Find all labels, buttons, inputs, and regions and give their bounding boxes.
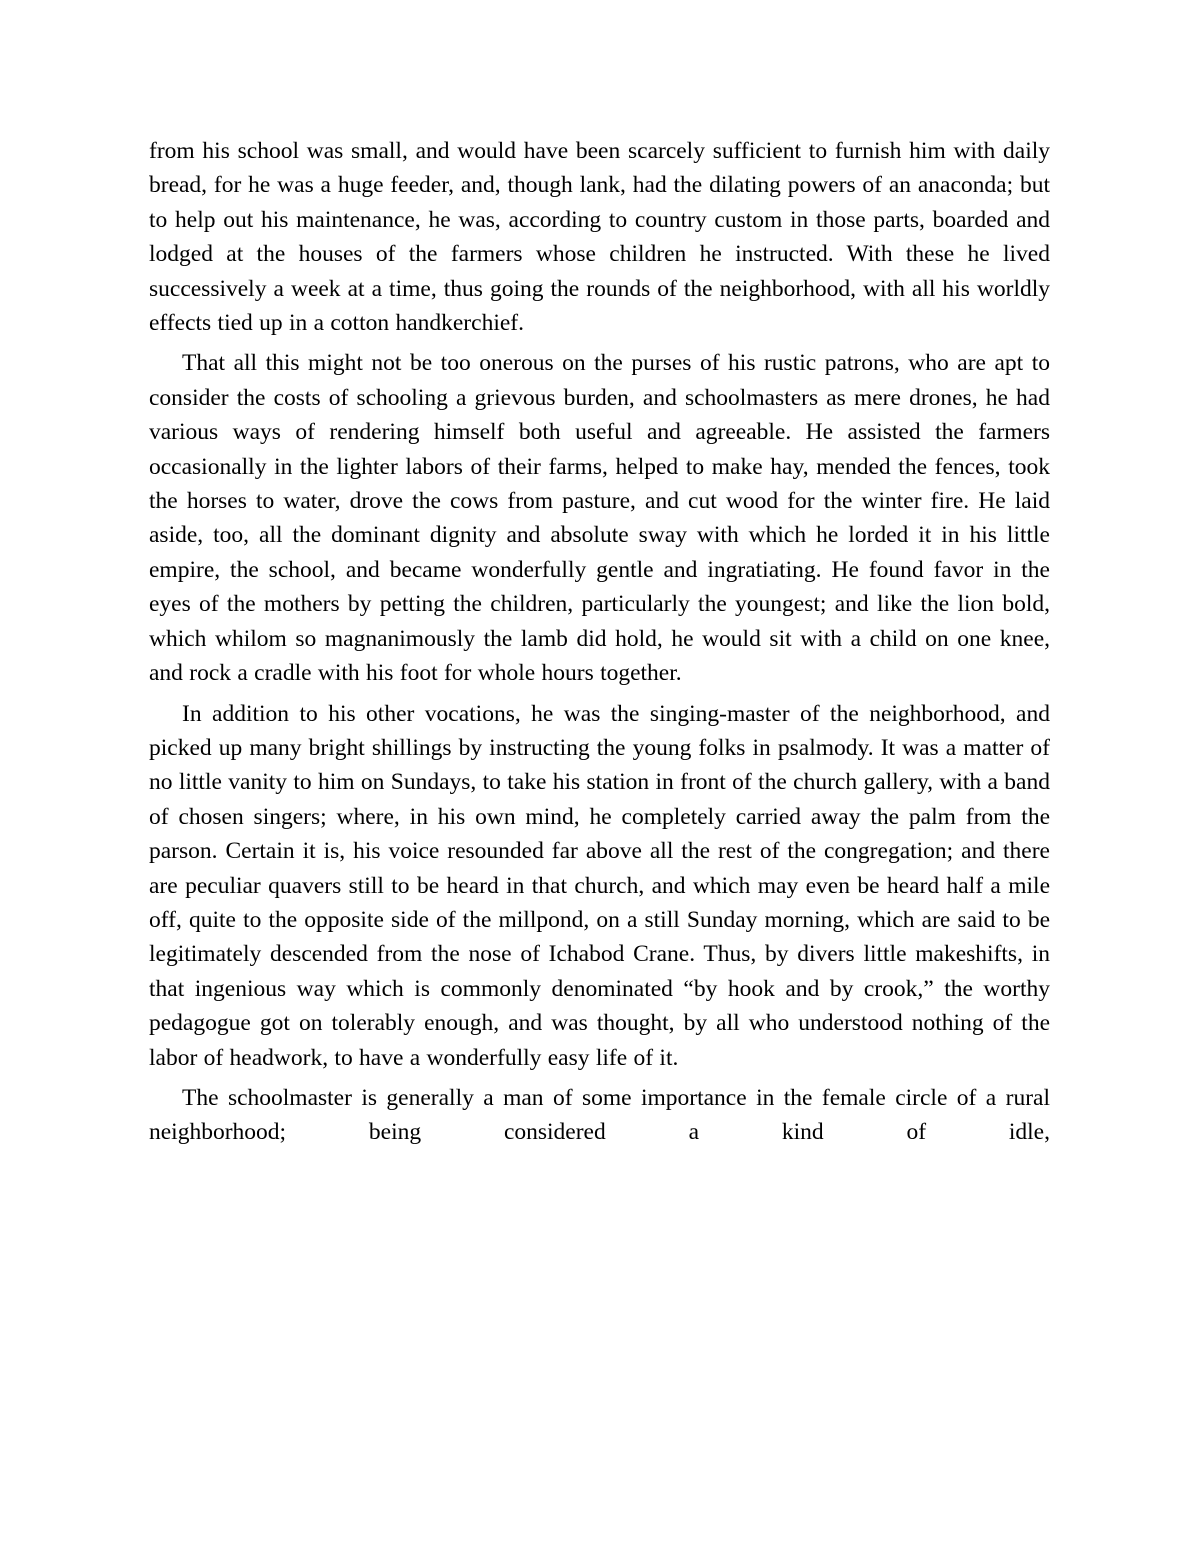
document-page bbox=[149, 134, 1050, 1156]
paragraph: In addition to his other vocations, he was the singing-master of the neighborhood, and picked up many bright shillings by instructing the young folks in psalmody. It was a matter of no little vanity to him on Sundays, to take his station in front of the church gallery, with a band of chosen singers; where, in his own mind, he completely carried away the palm from the parson. Certain it is, his voice resounded far above all the rest of the congregation; and there are peculiar quavers still to be heard in that church, and which may even be heard half a mile off, quite to the opposite side of the millpond, on a still Sunday morning, which are said to be legitimately descended from the nose of Ichabod Crane. Thus, by divers little makeshifts, in that ingenious way which is commonly denominated “by hook and by crook,” the worthy pedagogue got on tolerably enough, and was thought, by all who understood nothing of the labor of headwork, to have a wonderfully easy life of it. bbox=[149, 700, 1050, 1071]
paragraph: That all this might not be too onerous on the purses of his rustic patrons, who are apt to consider the costs of schooling a grievous burden, and schoolmasters as mere drones, he had various ways of rendering himself both useful and agreeable. He assisted the farmers occasionally in the lighter labors of their farms, helped to make hay, mended the fences, took the horses to water, drove the cows from pasture, and cut wood for the winter fire. He laid aside, too, all the dominant dignity and absolute sway with which he lorded it in his little empire, the school, and became wonderfully gentle and ingratiating. He found favor in the eyes of the mothers by petting the children, particularly the youngest; and like the lion bold, which whilom so magnanimously the lamb did hold, he would sit with a child on one knee, and rock a cradle with his foot for whole hours together. bbox=[149, 350, 1050, 687]
paragraph-continuation: from his school was small, and would have been scarcely sufficient to furnish him with daily bread, for he was a huge feeder, and, though lank, had the dilating powers of an anaconda; but to help out his maintenance, he was, according to country custom in those parts, boarded and lodged at the houses of the farmers whose children he instructed. With these he lived successively a week at a time, thus going the rounds of the neighborhood, with all his worldly effects tied up in a cotton handkerchief. bbox=[149, 138, 1050, 337]
paragraph-cut-off-at-page-end: The schoolmaster is generally a man of some importance in the female circle of a rural neighborhood; being considered a kind of idle, bbox=[149, 1084, 1050, 1146]
